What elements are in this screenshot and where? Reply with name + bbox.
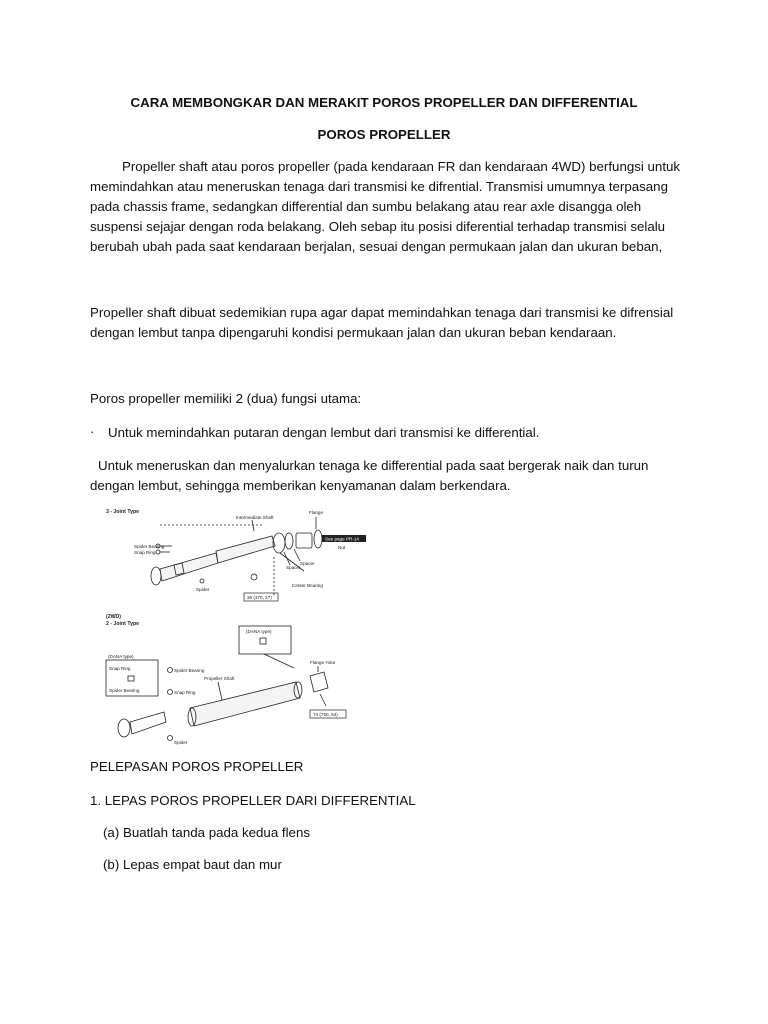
step-1a: (a) Buatlah tanda pada kedua flens — [103, 825, 310, 840]
label-intermediate-shaft: Intermediate Shaft — [236, 515, 274, 520]
label-flange: Flange — [309, 510, 324, 515]
figure-3-joint-diagram — [104, 505, 376, 607]
label-flange-yoke: Flange Yoke — [310, 660, 336, 665]
front-shaft-shape — [160, 553, 218, 581]
function-item-2: Untuk meneruskan dan menyalurkan tenaga ke differential pada saat bergerak naik dan turun dengan lembut, sehingga memberikan kenyamanan dalam berkendara. — [90, 458, 649, 493]
label-center-bearing: Center Bearing — [292, 583, 323, 588]
spider-bearing-part-2 — [168, 668, 173, 673]
function-item-1: Untuk memindahkan putaran dengan lembut dari transmisi ke differential. — [108, 425, 540, 440]
dana-snap-part — [128, 676, 134, 681]
label-snap-ring: Snap Ring — [134, 550, 156, 555]
label-nut: Nut — [338, 545, 346, 550]
step-1-heading: 1. LEPAS POROS PROPELLER DARI DIFFERENTIAL — [90, 793, 416, 808]
spider-part-2 — [168, 736, 173, 741]
functions-intro: Poros propeller memiliki 2 (dua) fungsi utama: — [90, 391, 362, 406]
label-dana-type-left: (DANA type) — [108, 654, 134, 659]
bolt-shape — [251, 574, 257, 580]
leader-line — [264, 654, 294, 668]
center-bearing-shape — [273, 533, 285, 553]
label-propeller-shaft: Propeller Shaft — [204, 676, 235, 681]
bullet-marker: · — [90, 424, 95, 439]
spacer-shape — [285, 533, 293, 549]
label-spider: Spider — [196, 587, 210, 592]
document-title: CARA MEMBONGKAR DAN MERAKIT POROS PROPELLER DAN DIFFERENTIAL — [130, 95, 638, 110]
paragraph-intro: Propeller shaft atau poros propeller (pada kendaraan FR dan kendaraan 4WD) berfungsi untuk memindahkan atau meneruskan tenaga dari transmisi ke difrential. Transmisi umumnya terpasang pada chassis frame, sedangkan differential dan sumbu belakang atau rear axle disangga oleh suspensi sejajar dengan roda belakang. Oleh sebap itu posisi diferential terhadap transmisi selalu berubah ubah pada saat kendaraan berjalan, sesuai dengan permukaan jalan dan ukuran beban, — [90, 159, 681, 254]
snap-ring-part-2 — [168, 690, 173, 695]
snap-ring-part — [156, 550, 160, 554]
leader-line — [320, 694, 326, 706]
leader-line — [294, 549, 300, 561]
flange-shape — [314, 530, 322, 548]
dana-bearing-part — [260, 638, 266, 644]
label-spider-bearing-2: Spider Bearing — [174, 668, 205, 673]
step-1b: (b) Lepas empat baut dan mur — [103, 857, 282, 872]
label-dana-type-top: (DANA type) — [246, 629, 272, 634]
rear-joint-shape — [296, 533, 312, 548]
label-spacer-2: Spacer — [286, 565, 301, 570]
figure-1-title: 3 - Joint Type — [106, 509, 140, 515]
flange-yoke-shape — [310, 672, 328, 692]
intermediate-shaft-shape — [216, 536, 275, 563]
front-joint-shape-2 — [130, 712, 166, 734]
propeller-shaft-tube — [190, 682, 300, 726]
spider-part — [200, 579, 204, 583]
label-spider-bearing-1: Spider Bearing — [109, 688, 140, 693]
label-spider-2: Spider — [174, 740, 188, 745]
label-snap-ring-1: Snap Ring — [109, 666, 131, 671]
front-yoke-shape — [151, 567, 161, 585]
label-snap-ring-2: Snap Ring — [174, 690, 196, 695]
leader-line — [252, 520, 254, 531]
paragraph-propeller-design: Propeller shaft dibuat sedemikian rupa agar dapat memindahkan tenaga dari transmisi ke difrensial dengan lembut tanpa dipengaruhi kondisi permukaan jalan dan ukuran beban kendaraan. — [90, 305, 674, 340]
label-see-page: See page PR-14 — [325, 536, 359, 542]
figure-2-joint-diagram — [104, 610, 376, 750]
leader-line — [218, 682, 222, 700]
figure-2-title: 2 - Joint Type — [106, 621, 140, 627]
label-spider-bearing: Spider Bearing — [134, 544, 165, 549]
label-torque-2: 74 (750, 54) — [313, 712, 338, 717]
figure-2-code: (2WD) — [106, 614, 121, 620]
label-torque-1: 36 (370, 27) — [247, 595, 272, 600]
label-spacer-1: Spacer — [300, 561, 315, 566]
front-yoke-shape-2 — [118, 719, 130, 737]
removal-heading: PELEPASAN POROS PROPELLER — [90, 759, 304, 774]
section-title: POROS PROPELLER — [317, 127, 451, 142]
